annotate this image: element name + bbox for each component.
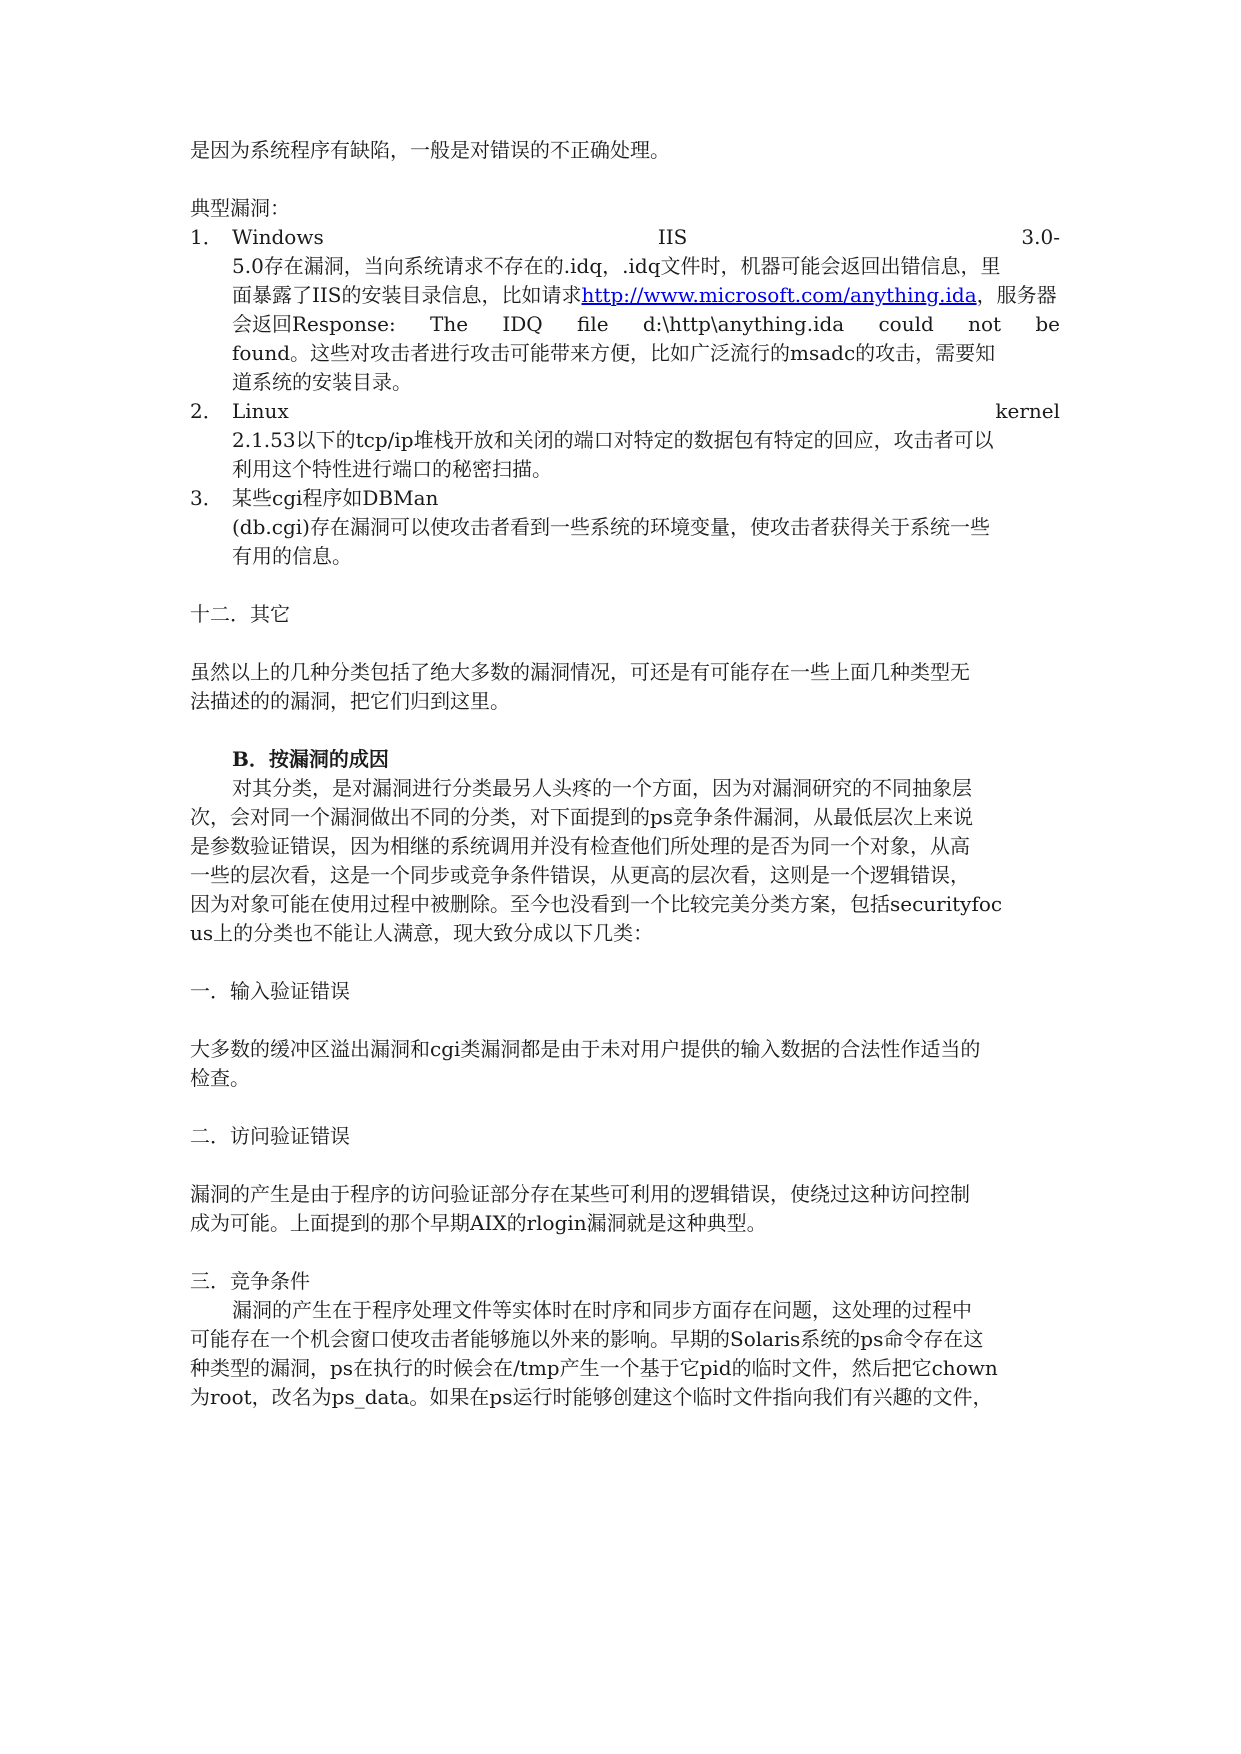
section-3-line-2: 可能存在一个机会窗口使攻击者能够施以外来的影响。早期的Solaris系统的ps命令存在这 [190, 1327, 984, 1351]
section-3-line-3: 种类型的漏洞，ps在执行的时候会在/tmp产生一个基于它pid的临时文件，然后把它chown [190, 1356, 998, 1380]
list-item-1-line-3 [232, 281, 1060, 309]
section-1-line-1: 大多数的缓冲区溢出漏洞和cgi类漏洞都是由于未对用户提供的输入数据的合法性作适当的 [190, 1037, 981, 1061]
section-b-line-5: 因为对象可能在使用过程中被删除。至今也没看到一个比较完美分类方案，包括securityfoc [190, 892, 1003, 916]
list-item-1-line-4 [232, 310, 1060, 338]
section-b-heading: B．按漏洞的成因 [232, 747, 389, 771]
text-fragment: kernel [995, 399, 1060, 423]
section-3-line-1: 漏洞的产生在于程序处理文件等实体时在时序和同步方面存在问题，这处理的过程中 [232, 1298, 972, 1322]
list-number: 2． [190, 399, 223, 423]
section-b-line-2: 次，会对同一个漏洞做出不同的分类，对下面提到的ps竞争条件漏洞，从最低层次上来说 [190, 805, 974, 829]
list-item-1-line-1 [232, 223, 1060, 251]
section-3-line-4: 为root，改名为ps_data。如果在ps运行时能够创建这个临时文件指向我们有兴趣的文件， [190, 1385, 993, 1409]
text-fragment: 面暴露了IIS的安装目录信息，比如请求 [232, 283, 582, 307]
intro-line: 是因为系统程序有缺陷，一般是对错误的不正确处理。 [190, 138, 670, 162]
text-fragment: 会返回Response: [232, 312, 396, 336]
list-item-1-line-2: 5.0存在漏洞，当向系统请求不存在的.idq，.idq文件时，机器可能会返回出错信息，里 [232, 254, 1001, 278]
text-fragment: IIS [657, 225, 688, 249]
section-1-heading: 一．输入验证错误 [190, 979, 350, 1003]
section-2-line-1: 漏洞的产生是由于程序的访问验证部分存在某些可利用的逻辑错误，使绕过这种访问控制 [190, 1182, 970, 1206]
list-item-2-line-2: 2.1.53以下的tcp/ip堆栈开放和关闭的端口对特定的数据包有特定的回应，攻击者可以 [232, 428, 994, 452]
text-fragment: be [1035, 312, 1060, 336]
section-1-line-2: 检查。 [190, 1066, 250, 1090]
list-item-1-line-5: found。这些对攻击者进行攻击可能带来方便，比如广泛流行的msadc的攻击，需要知 [232, 341, 996, 365]
list-item-2-line-3: 利用这个特性进行端口的秘密扫描。 [232, 457, 552, 481]
text-fragment: file [576, 312, 609, 336]
microsoft-url-link[interactable]: http://www.microsoft.com/anything.ida [581, 283, 977, 307]
list-number: 3． [190, 486, 223, 510]
section-12-line-2: 法描述的的漏洞，把它们归到这里。 [190, 689, 510, 713]
list-item-2-line-1 [232, 397, 1060, 425]
text-fragment: The [430, 312, 469, 336]
text-fragment: IDQ [502, 312, 543, 336]
document-page [190, 0, 1060, 1754]
typical-vulnerabilities-heading: 典型漏洞： [190, 196, 290, 220]
section-2-heading: 二．访问验证错误 [190, 1124, 350, 1148]
text-fragment: could [878, 312, 934, 336]
section-b-line-6: us上的分类也不能让人满意，现大致分成以下几类： [190, 921, 654, 945]
section-b-line-1: 对其分类，是对漏洞进行分类最另人头疼的一个方面，因为对漏洞研究的不同抽象层 [232, 776, 972, 800]
text-fragment: 3.0- [1021, 225, 1060, 249]
text-fragment: Windows [232, 225, 324, 249]
list-number: 1． [190, 225, 223, 249]
section-2-line-2: 成为可能。上面提到的那个早期AIX的rlogin漏洞就是这种典型。 [190, 1211, 767, 1235]
text-fragment: ，服务器 [976, 283, 1057, 307]
section-12-heading: 十二．其它 [190, 602, 290, 626]
text-fragment: not [968, 312, 1002, 336]
list-item-3-line-3: 有用的信息。 [232, 544, 352, 568]
text-fragment: d:\http\anything.ida [642, 312, 845, 336]
list-item-3-line-2: (db.cgi)存在漏洞可以使攻击者看到一些系统的环境变量，使攻击者获得关于系统一些 [232, 515, 990, 539]
text-fragment: Linux [232, 399, 289, 423]
list-item-3-line-1: 某些cgi程序如DBMan [232, 486, 439, 510]
section-b-line-4: 一些的层次看，这是一个同步或竞争条件错误，从更高的层次看，这则是一个逻辑错误， [190, 863, 970, 887]
list-item-1-line-6: 道系统的安装目录。 [232, 370, 412, 394]
section-12-line-1: 虽然以上的几种分类包括了绝大多数的漏洞情况，可还是有可能存在一些上面几种类型无 [190, 660, 970, 684]
section-3-heading: 三．竞争条件 [190, 1269, 310, 1293]
section-b-line-3: 是参数验证错误，因为相继的系统调用并没有检查他们所处理的是否为同一个对象，从高 [190, 834, 970, 858]
